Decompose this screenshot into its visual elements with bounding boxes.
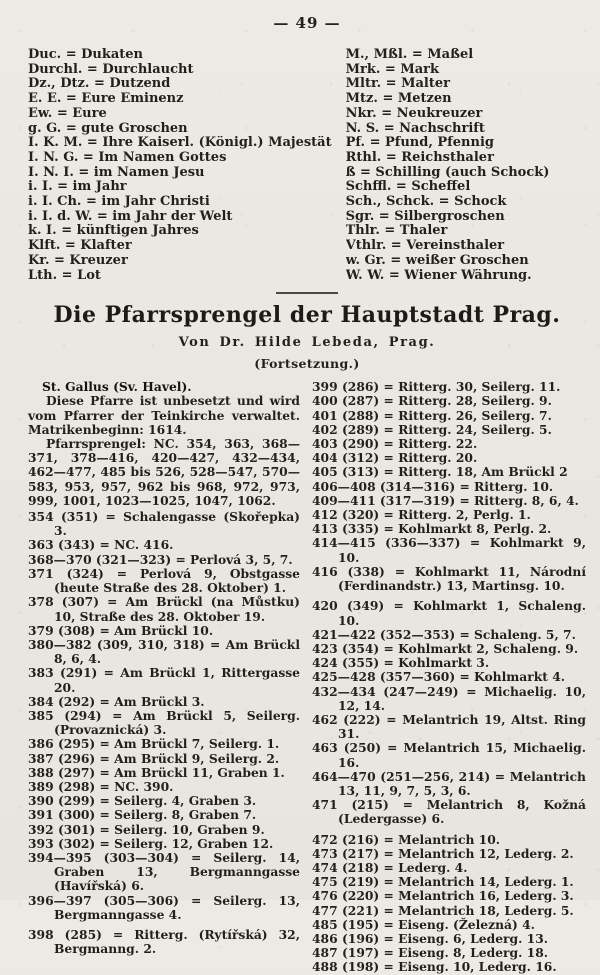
entry-text: 403 (290) = Ritterg. 22. — [312, 436, 478, 452]
entry-text: 385 (294) = Am Brückl 5, Seilerg. (Provaznická) 3. — [28, 707, 300, 738]
entry-text: 412 (320) = Ritterg. 2, Perlg. 1. — [312, 507, 531, 523]
continuation-note: (Fortsetzung.) — [254, 356, 360, 372]
parish-entry — [312, 599, 586, 627]
abbreviation-item: Vthlr. = Vereinsthaler — [345, 239, 505, 254]
body-column-right — [312, 380, 586, 974]
parish-entry — [28, 837, 300, 851]
parish-entry — [312, 423, 586, 437]
entry-text: 473 (217) = Melantrich 12, Lederg. 2. — [312, 845, 574, 861]
parish-entry — [312, 932, 586, 946]
entry-text: 416 (338) = Kohlmarkt 11, Národní (Ferdinandstr.) 13, Martinsg. 10. — [312, 563, 586, 594]
abbreviation-item: i. I. = im Jahr — [28, 180, 127, 195]
abbreviation-item: i. I. Ch. = im Jahr Christi — [28, 195, 210, 210]
entry-text: 363 (343) = NC. 416. — [28, 537, 174, 553]
entry-text: 488 (198) = Eiseng. 10, Lederg. 16. — [312, 959, 557, 975]
parish-entry — [312, 918, 586, 932]
entry-text: 421—422 (352—353) = Schaleng. 5, 7. — [312, 626, 576, 642]
abbreviation-item: M., Mßl. = Maßel — [345, 48, 474, 62]
entry-text: 475 (219) = Melantrich 14, Lederg. 1. — [312, 874, 574, 890]
parish-entry — [312, 380, 586, 394]
entry-text: 405 (313) = Ritterg. 18, Am Brückl 2 — [312, 464, 568, 480]
parish-entry — [312, 480, 586, 494]
abbreviation-item: Kr. = Kreuzer — [28, 253, 128, 268]
parish-entry — [312, 713, 586, 741]
entry-text: 383 (291) = Am Brückl 1, Rittergasse 20. — [28, 665, 300, 695]
parish-entry — [312, 451, 586, 465]
parish-entry — [312, 904, 586, 918]
abbreviation-item: Sgr. = Silbergroschen — [345, 209, 505, 224]
entry-text: 393 (302) = Seilerg. 12, Graben 12. — [28, 835, 274, 851]
entry-text: 396—397 (305—306) = Seilerg. 13, Bergmanngasse 4. — [28, 892, 300, 922]
abbreviation-item: W. W. = Wiener Währung. — [345, 268, 532, 283]
entry-text: 368—370 (321—323) = Perlová 3, 5, 7. — [28, 551, 293, 567]
entry-text: 379 (308) = Am Brückl 10. — [28, 622, 214, 638]
entry-text: 414—415 (336—337) = Kohlmarkt 9, 10. — [312, 535, 586, 565]
entry-text: 424 (355) = Kohlmarkt 3. — [312, 655, 490, 671]
abbreviation-item: I. N. I. = im Namen Jesu — [28, 165, 205, 180]
entry-text: 413 (335) = Kohlmarkt 8, Perlg. 2. — [312, 521, 552, 537]
abbreviation-item: Sch., Schck. = Schock — [345, 195, 507, 210]
parish-entry-list-right — [312, 380, 586, 974]
body-column-left — [28, 380, 300, 974]
entry-text: 399 (286) = Ritterg. 30, Seilerg. 11. — [312, 379, 561, 395]
parish-entry — [28, 510, 300, 538]
entry-text: 402 (289) = Ritterg. 24, Seilerg. 5. — [312, 421, 552, 437]
parish-entry — [28, 666, 300, 694]
entry-text: 400 (287) = Ritterg. 28, Seilerg. 9. — [312, 393, 552, 409]
entry-text: 386 (295) = Am Brückl 7, Seilerg. 1. — [28, 736, 280, 752]
parish-entry — [28, 709, 300, 737]
abbreviation-item: Dz., Dtz. = Dutzend — [28, 77, 171, 92]
entry-text: 462 (222) = Melantrich 19, Altst. Ring 31. — [312, 711, 586, 742]
parish-entry — [312, 833, 586, 847]
abbreviation-item: Lth. = Lot — [28, 268, 101, 283]
entry-text: 387 (296) = Am Brückl 9, Seilerg. 2. — [28, 750, 280, 766]
abbreviation-column-right — [346, 48, 586, 283]
abbreviation-item: Ew. = Eure — [28, 106, 107, 121]
entry-text: 464—470 (251—256, 214) = Melantrich 13, 11, 9, 7, 5, 3, 6. — [312, 768, 586, 798]
parish-entry — [312, 465, 586, 479]
parish-entry — [312, 770, 586, 798]
parish-entry — [312, 798, 586, 826]
parish-entry — [312, 847, 586, 861]
entry-text: 394—395 (303—304) = Seilerg. 14, Graben 13, Bergmanngasse (Havířská) 6. — [28, 849, 300, 894]
entry-text: 371 (324) = Perlová 9, Obstgasse (heute Straße des 28. Oktober) 1. — [28, 565, 300, 596]
abbreviation-item: Klft. = Klafter — [28, 239, 132, 254]
section-divider-rule — [276, 292, 338, 294]
parish-entry — [28, 624, 300, 638]
abbreviation-column-left — [28, 48, 332, 283]
article-title: Die Pfarrsprengel der Hauptstadt Prag. — [53, 302, 561, 329]
parish-entry — [28, 695, 300, 709]
parish-entry — [28, 766, 300, 780]
parish-entry — [312, 522, 586, 536]
parish-entry — [28, 794, 300, 808]
entry-text: 391 (300) = Seilerg. 8, Graben 7. — [28, 807, 257, 823]
entry-text: 392 (301) = Seilerg. 10, Graben 9. — [28, 821, 265, 837]
entry-text: 409—411 (317—319) = Ritterg. 8, 6, 4. — [312, 492, 579, 508]
entry-text: 474 (218) = Lederg. 4. — [312, 859, 468, 875]
entry-text: 472 (216) = Melantrich 10. — [312, 831, 501, 847]
entry-text: 401 (288) = Ritterg. 26, Seilerg. 7. — [312, 407, 552, 423]
parish-entry — [28, 752, 300, 766]
abbreviation-item: Rthl. = Reichsthaler — [345, 150, 494, 165]
parish-entry — [28, 823, 300, 837]
abbreviation-item: g. G. = gute Groschen — [28, 121, 188, 136]
parish-section-heading: St. Gallus (Sv. Havel). — [42, 379, 192, 395]
parish-entry — [28, 928, 300, 956]
parish-entry — [28, 638, 300, 666]
entry-text: 404 (312) = Ritterg. 20. — [312, 450, 478, 466]
abbreviation-item: ß = Schilling (auch Schock) — [345, 165, 550, 180]
parish-entry — [28, 808, 300, 822]
parish-entry — [312, 628, 586, 642]
article-body — [28, 380, 586, 974]
entry-text: 463 (250) = Melantrich 15, Michaelig. 16. — [312, 740, 586, 770]
entry-text: 485 (195) = Eiseng. (Železná) 4. — [312, 916, 535, 932]
abbreviation-item: k. I. = künftigen Jahres — [28, 224, 199, 239]
page-number: — 49 — — [273, 14, 341, 32]
abbreviation-item: w. Gr. = weißer Groschen — [345, 253, 529, 268]
abbreviation-item: N. S. = Nachschrift — [345, 121, 485, 136]
parish-entry — [28, 894, 300, 922]
parish-entry-list-left — [28, 510, 300, 956]
entry-text: 487 (197) = Eiseng. 8, Lederg. 18. — [312, 945, 549, 961]
entry-text: 432—434 (247—249) = Michaelig. 10, 12, 14. — [312, 683, 586, 713]
parish-entry — [312, 565, 586, 593]
entry-text: 477 (221) = Melantrich 18, Lederg. 5. — [312, 902, 574, 918]
entry-text: 354 (351) = Schalengasse (Skořepka) 3. — [28, 509, 300, 539]
abbreviation-item: E. E. = Eure Eminenz — [28, 92, 184, 107]
entry-text: 378 (307) = Am Brückl (na Můstku) 10, Straße des 28. Oktober 19. — [28, 594, 300, 624]
parish-entry — [28, 567, 300, 595]
parish-entry — [312, 875, 586, 889]
parish-entry — [312, 642, 586, 656]
parish-entry — [28, 595, 300, 623]
parish-entry — [28, 553, 300, 567]
entry-text: 476 (220) = Melantrich 16, Lederg. 3. — [312, 888, 574, 904]
abbreviation-item: Mrk. = Mark — [345, 62, 439, 77]
parish-entry — [312, 494, 586, 508]
abbreviation-item: Schffl. = Scheffel — [345, 180, 471, 195]
abbreviation-item: Mltr. = Malter — [345, 77, 450, 92]
parish-entry — [312, 946, 586, 960]
parish-entry — [28, 737, 300, 751]
entry-text: 423 (354) = Kohlmarkt 2, Schaleng. 9. — [312, 640, 579, 656]
entry-text: 389 (298) = NC. 390. — [28, 778, 174, 794]
parish-entry — [312, 685, 586, 713]
parish-entry — [312, 960, 586, 974]
entry-text: 388 (297) = Am Brückl 11, Graben 1. — [28, 764, 285, 780]
entry-text: 406—408 (314—316) = Ritterg. 10. — [312, 478, 554, 494]
entry-text: 425—428 (357—360) = Kohlmarkt 4. — [312, 669, 566, 685]
abbreviation-item: Thlr. = Thaler — [345, 224, 448, 239]
abbreviation-item: Nkr. = Neukreuzer — [345, 106, 483, 121]
entry-text: 471 (215) = Melantrich 8, Kožná (Ledergasse) 6. — [312, 797, 586, 827]
parish-entry — [312, 861, 586, 875]
parish-sprengel-paragraph: Pfarrsprengel: NC. 354, 363, 368—371, 378—416, 420—427, 432—434, 462—477, 485 bis 526, 528—547, 570—583, 953, 957, 962 bis 968, 972, 973, 999, 1001, 1023—1025, 1047, 1062. — [28, 436, 300, 508]
abbreviation-item: i. I. d. W. = im Jahr der Welt — [28, 209, 233, 224]
parish-entry — [28, 851, 300, 894]
parish-entry — [312, 536, 586, 564]
abbreviation-item: I. N. G. = Im Namen Gottes — [28, 150, 227, 165]
parish-entry — [312, 508, 586, 522]
parish-entry — [312, 437, 586, 451]
parish-entry — [312, 889, 586, 903]
parish-intro-paragraph: Diese Pfarre ist unbesetzt und wird vom Pfarrer der Teinkirche verwaltet. Matrikenbeginn: 1614. — [28, 393, 300, 437]
entry-text: 486 (196) = Eiseng. 6, Lederg. 13. — [312, 930, 549, 946]
article-byline: Von Dr. Hilde Lebeda, Prag. — [178, 335, 436, 351]
entry-text: 384 (292) = Am Brückl 3. — [28, 693, 205, 709]
parish-entry — [312, 670, 586, 684]
abbreviation-item: Pf. = Pfund, Pfennig — [345, 136, 494, 151]
parish-entry — [312, 409, 586, 423]
entry-text: 420 (349) = Kohlmarkt 1, Schaleng. 10. — [312, 598, 586, 628]
entry-text: 398 (285) = Ritterg. (Rytířská) 32, Bergmanng. 2. — [28, 926, 300, 957]
abbreviation-item: I. K. M. = Ihre Kaiserl. (Königl.) Majestät — [28, 136, 332, 151]
parish-entry — [28, 780, 300, 794]
parish-entry — [312, 741, 586, 769]
parish-entry — [28, 538, 300, 552]
abbreviation-item: Mtz. = Metzen — [345, 92, 452, 107]
entry-text: 390 (299) = Seilerg. 4, Graben 3. — [28, 793, 257, 809]
abbreviation-item: Durchl. = Durchlaucht — [28, 62, 194, 77]
parish-entry — [312, 656, 586, 670]
entry-text: 380—382 (309, 310, 318) = Am Brückl 8, 6, 4. — [28, 636, 300, 667]
parish-entry — [312, 394, 586, 408]
abbreviation-item: Duc. = Dukaten — [28, 48, 143, 62]
abbreviation-key-section — [28, 48, 586, 283]
